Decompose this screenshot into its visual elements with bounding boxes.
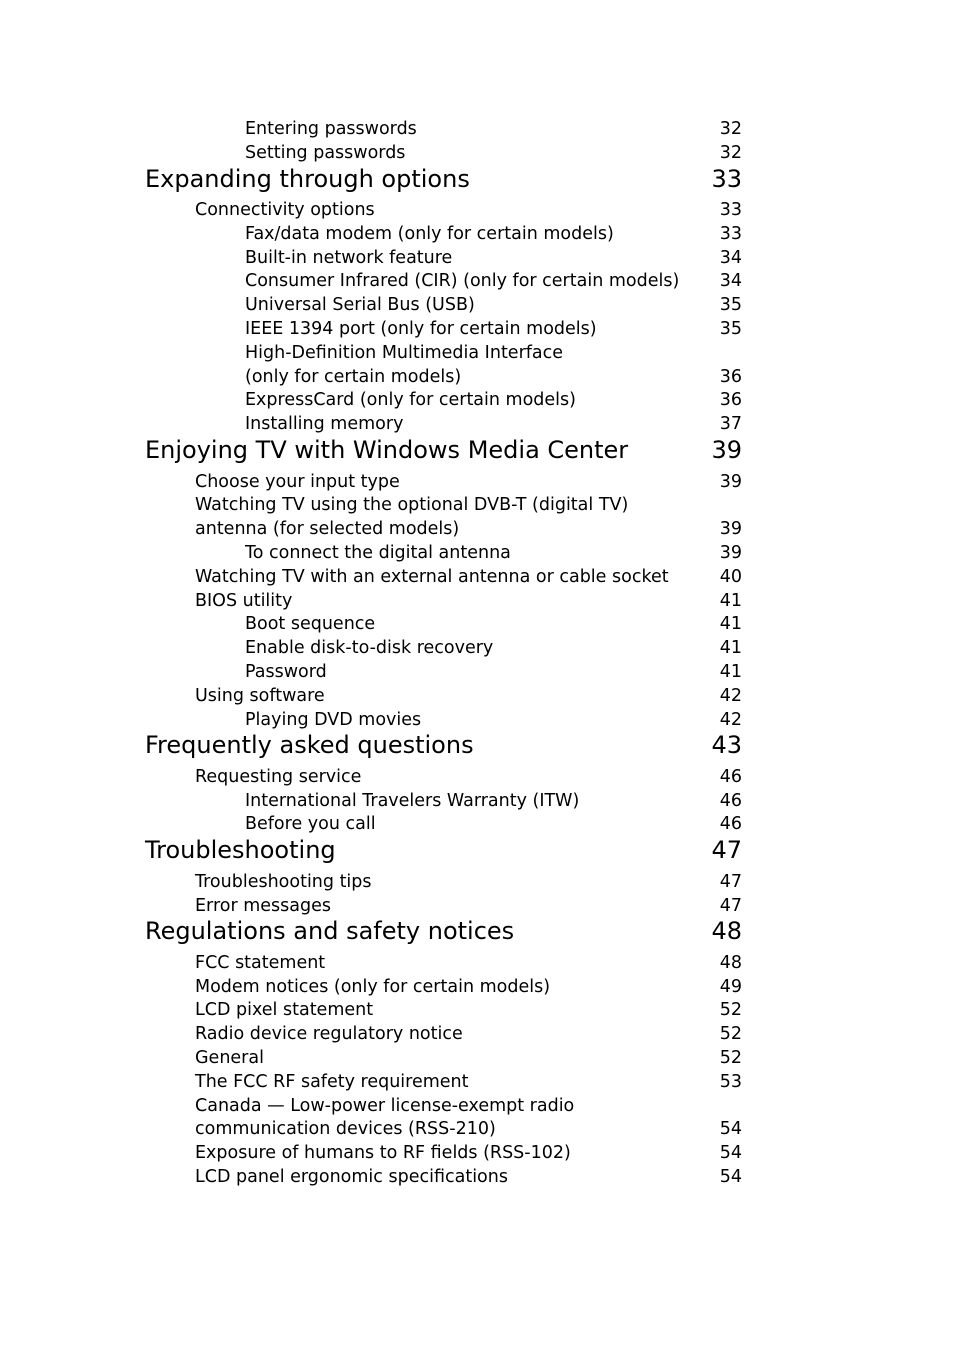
toc-section-row[interactable] [0,917,954,951]
toc-entry-title: Consumer Infrared (CIR) (only for certain models) [245,271,680,292]
toc-page-number: 35 [719,319,742,340]
toc-entry-row[interactable] [0,541,954,565]
toc-entry-title: IEEE 1394 port (only for certain models) [245,319,597,340]
toc-page-number: 39 [719,519,742,540]
toc-page-number: 34 [719,271,742,292]
toc-entry-row[interactable] [0,870,954,894]
toc-entry-title: Watching TV using the optional DVB-T (digital TV) [195,495,629,516]
toc-page-number: 36 [719,390,742,411]
toc-entry-title: Radio device regulatory notice [195,1024,463,1045]
toc-entry-title: Error messages [195,895,331,916]
toc-entry-row[interactable] [0,517,954,541]
toc-entry-row[interactable] [0,789,954,813]
toc-entry-title: Using software [195,685,325,706]
toc-entry-title: communication devices (RSS-210) [195,1119,496,1140]
toc-page-number: 54 [719,1119,742,1140]
toc-section-title: Frequently asked questions [145,731,474,760]
toc-entry-title: Requesting service [195,766,362,787]
toc-entry-title: Setting passwords [245,142,406,163]
toc-entry-title: BIOS utility [195,590,293,611]
toc-entry-title: International Travelers Warranty (ITW) [245,790,580,811]
toc-entry-row[interactable] [0,1165,954,1189]
toc-entry-title: Watching TV with an external antenna or cable socket [195,566,669,587]
toc-page-number: 47 [719,871,742,892]
toc-entry-title: Modem notices (only for certain models) [195,976,551,997]
toc-page-number: 46 [719,766,742,787]
toc-entry-row[interactable] [0,1094,954,1118]
toc-page-number: 37 [719,414,742,435]
toc-entry-row[interactable] [0,708,954,732]
toc-entry-title: Fax/data modem (only for certain models) [245,223,614,244]
toc-entry-title: LCD panel ergonomic specifications [195,1166,508,1187]
toc-entry-row[interactable] [0,660,954,684]
toc-page-number: 52 [719,1000,742,1021]
toc-page-number: 52 [719,1048,742,1068]
toc-page-number: 41 [719,638,742,659]
toc-section-title: Expanding through options [145,164,470,193]
toc-entry-title: General [195,1048,264,1068]
toc-entry-title: Troubleshooting tips [195,871,372,892]
toc-entry-row[interactable] [0,1117,954,1141]
toc-entry-row[interactable] [0,684,954,708]
toc-entry-title: The FCC RF safety requirement [195,1071,469,1092]
toc-entry-title: High-Definition Multimedia Interface [245,342,564,363]
toc-entry-title: FCC statement [195,952,326,973]
toc-entry-title: LCD pixel statement [195,1000,374,1021]
toc-entry-row[interactable] [0,812,954,836]
toc-entry-row[interactable] [0,246,954,270]
toc-entry-row[interactable] [0,365,954,389]
toc-entry-row[interactable] [0,293,954,317]
toc-page-number: 46 [719,790,742,811]
toc-page-number: 41 [719,614,742,635]
toc-entry-row[interactable] [0,975,954,999]
toc-entry-row[interactable] [0,470,954,494]
toc-entry-title: Installing memory [245,414,404,435]
toc-entry-row[interactable] [0,998,954,1022]
toc-section-row[interactable] [0,731,954,765]
toc-entry-row[interactable] [0,198,954,222]
toc-entry-row[interactable] [0,951,954,975]
toc-page-number: 35 [719,295,742,316]
toc-page-number: 53 [719,1071,742,1092]
toc-page-number: 54 [719,1143,742,1164]
toc-entry-title: Entering passwords [245,119,417,139]
toc-section-row[interactable] [0,165,954,199]
toc-entry-row[interactable] [0,765,954,789]
toc-entry-row[interactable] [0,388,954,412]
toc-page-number: 49 [719,976,742,997]
toc-entry-row[interactable] [0,141,954,165]
toc-entry-title: ExpressCard (only for certain models) [245,390,576,411]
toc-entry-row[interactable] [0,117,954,141]
toc-section-title: Troubleshooting [145,836,336,865]
toc-entry-row[interactable] [0,612,954,636]
toc-entry-row[interactable] [0,341,954,365]
toc-entry-title: Exposure of humans to RF fields (RSS-102) [195,1143,571,1164]
toc-page-number: 41 [719,590,742,611]
toc-page-number: 39 [711,436,742,465]
toc-entry-title: Universal Serial Bus (USB) [245,295,475,316]
toc-entry-row[interactable] [0,1141,954,1165]
toc-page-number: 41 [719,661,742,682]
toc-section-title: Regulations and safety notices [145,917,515,946]
toc-page-number: 48 [711,917,742,946]
toc-entry-title: Enable disk-to-disk recovery [245,638,494,659]
toc-entry-row[interactable] [0,222,954,246]
toc-page-number: 32 [719,119,742,139]
toc-page-number: 48 [719,952,742,973]
toc-page-number: 32 [719,142,742,163]
toc-entry-title: antenna (for selected models) [195,519,460,540]
toc-entry-row[interactable] [0,565,954,589]
toc-section-title: Enjoying TV with Windows Media Center [145,436,629,465]
toc-page-number: 40 [719,566,742,587]
toc-page-number: 36 [719,366,742,387]
toc-entry-row[interactable] [0,317,954,341]
toc-entry-row[interactable] [0,1070,954,1094]
toc-entry-title: To connect the digital antenna [245,542,511,563]
toc-page-number: 54 [719,1166,742,1187]
toc-entry-title: Before you call [245,814,376,835]
toc-page-number: 42 [719,685,742,706]
toc-page-number: 42 [719,709,742,730]
toc-page-number: 39 [719,542,742,563]
toc-page-number: 43 [711,731,742,760]
toc-entry-row[interactable] [0,412,954,436]
toc-page-number: 52 [719,1024,742,1045]
toc-entry-title: Built-in network feature [245,247,453,268]
toc-page-number: 47 [719,895,742,916]
toc-section-row[interactable] [0,836,954,870]
table-of-contents [0,117,954,1189]
toc-page-number: 47 [711,836,742,865]
toc-section-row[interactable] [0,436,954,470]
toc-entry-title: Canada — Low-power license-exempt radio [195,1095,575,1116]
toc-entry-title: Boot sequence [245,614,376,635]
toc-entry-row[interactable] [0,493,954,517]
toc-entry-title: Choose your input type [195,471,400,492]
toc-page-number: 46 [719,814,742,835]
toc-entry-row[interactable] [0,589,954,613]
toc-entry-title: Password [245,661,327,682]
toc-entry-row[interactable] [0,636,954,660]
toc-entry-row[interactable] [0,894,954,918]
toc-page-number: 33 [719,200,742,221]
toc-entry-title: Playing DVD movies [245,709,422,730]
toc-page-number: 33 [711,164,742,193]
toc-entry-row[interactable] [0,269,954,293]
toc-page-number: 34 [719,247,742,268]
toc-page-number: 39 [719,471,742,492]
toc-entry-title: Connectivity options [195,200,375,221]
toc-entry-row[interactable] [0,1046,954,1070]
toc-entry-row[interactable] [0,1022,954,1046]
toc-page-number: 33 [719,223,742,244]
toc-entry-title: (only for certain models) [245,366,462,387]
